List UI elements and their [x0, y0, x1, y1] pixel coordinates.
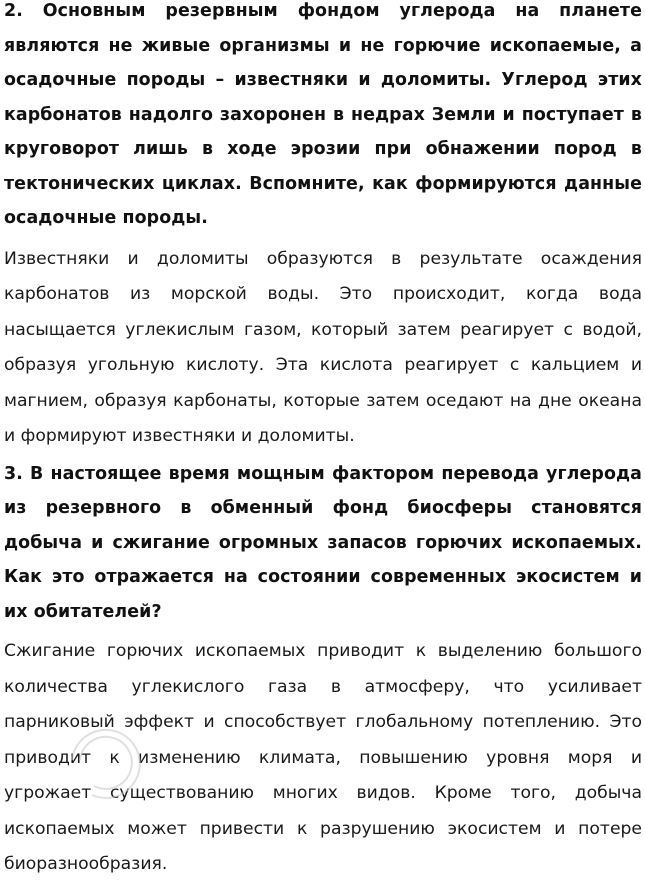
answer-2: Известняки и доломиты образуются в результате осаждения карбонатов из морской воды. Это происходит, когда вода насыщается углекислым газом, который затем реагирует с водой, образуя угольную кислоту. Эта кислота реагирует с кальцием и магнием, образуя карбонаты, которые затем оседают на дне океана и формируют известняки и доломиты.: [4, 248, 642, 446]
document-page: [4, 0, 642, 883]
question-2: 2. Основным резервным фондом углерода на планете являются не живые организмы и не горючие ископаемые, а осадочные породы – известняки и доломиты. Углерод этих карбонатов надолго захоронен в недрах Земли и поступает в круговорот лишь в ходе эрозии при обнажении пород в тектонических циклах. Вспомните, как формируются данные осадочные породы.: [4, 1, 642, 228]
question-3: 3. В настоящее время мощным фактором перевода углерода из резервного в обменный фонд биосферы становятся добыча и сжигание огромных запасов горючих ископаемых. Как это отражается на состоянии современных экосистем и их обитателей?: [4, 463, 642, 622]
answer-3: Сжигание горючих ископаемых приводит к выделению большого количества углекислого газа в атмосферу, что усиливает парниковый эффект и способствует глобальному потеплению. Это приводит к изменению климата, повышению уровня моря и угрожает существованию многих видов. Кроме того, добыча ископаемых может привести к разрушению экосистем и потере биоразнообразия.: [4, 641, 642, 874]
